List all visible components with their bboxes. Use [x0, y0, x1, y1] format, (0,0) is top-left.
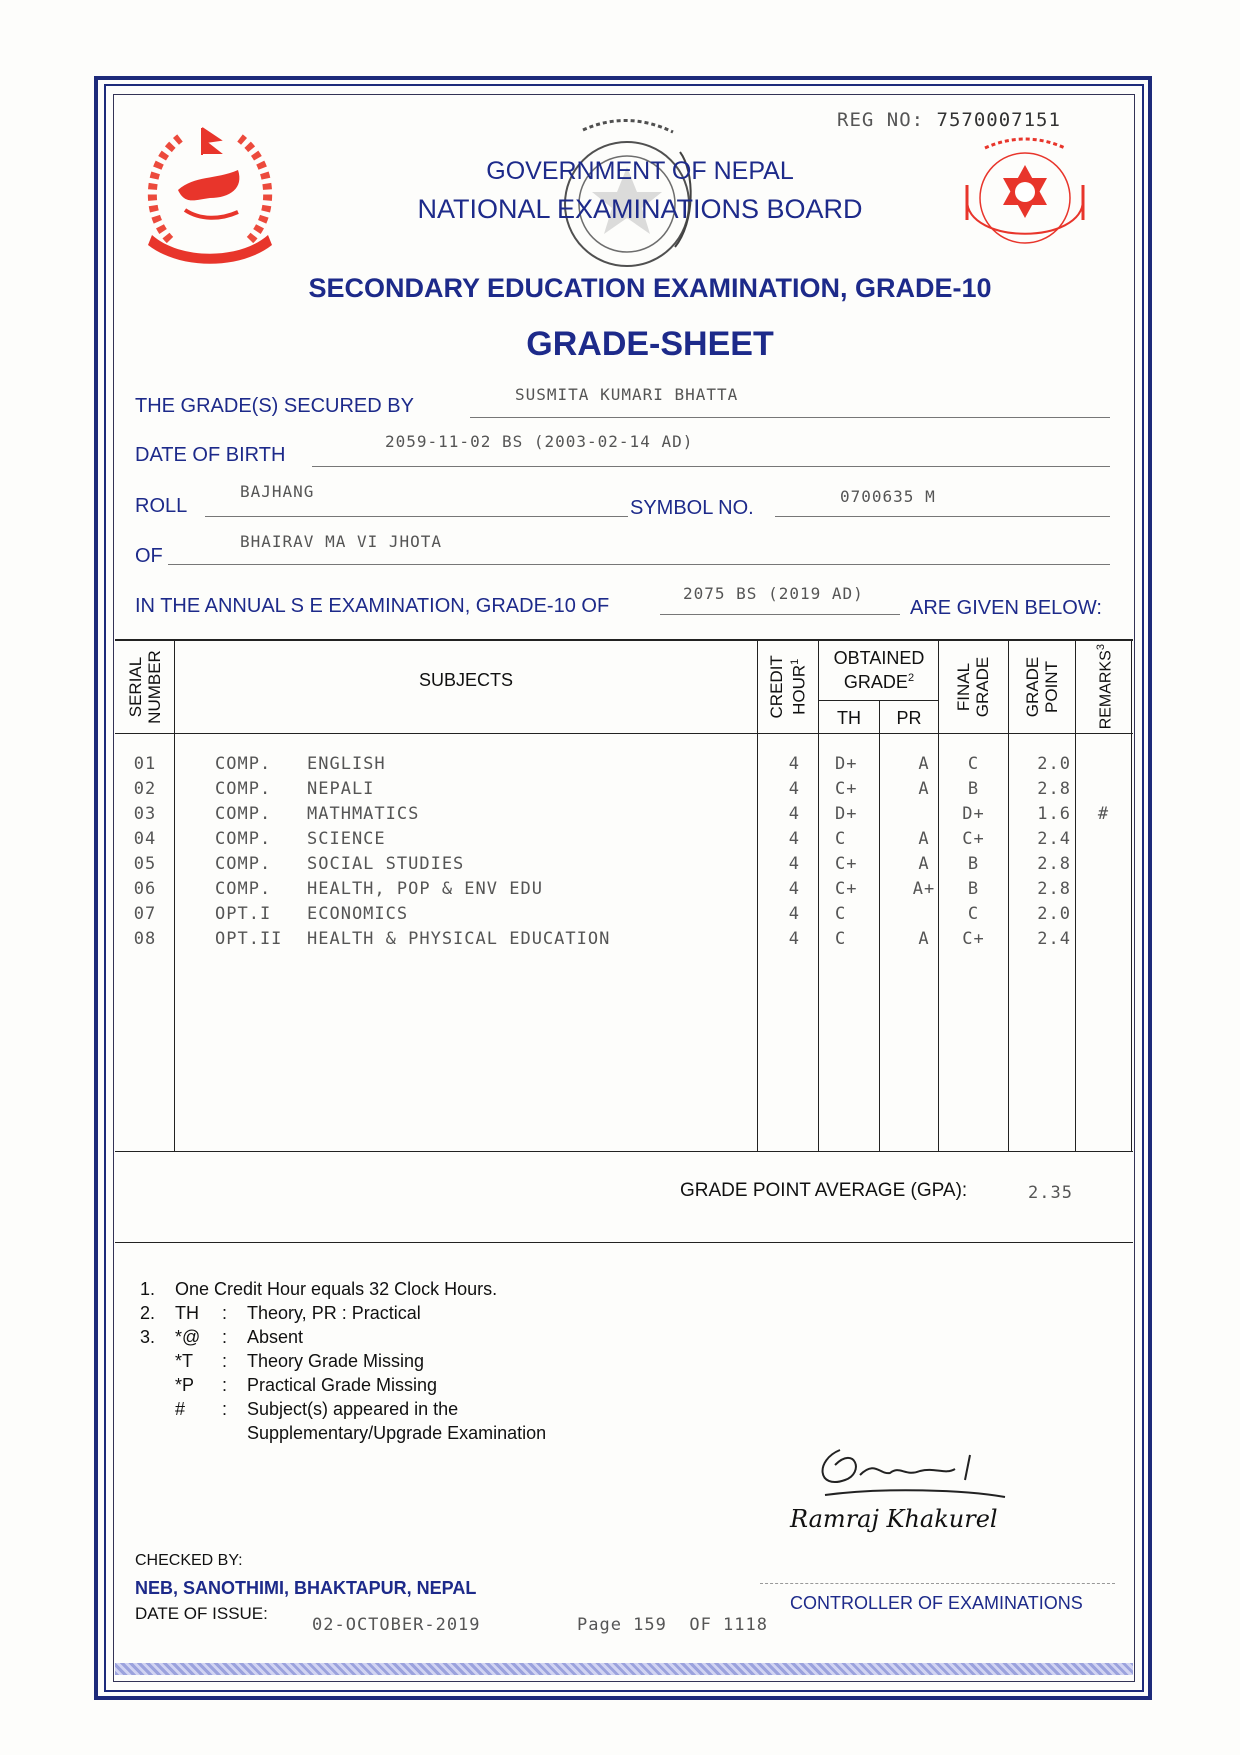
cell-th: C — [835, 829, 847, 849]
note-colon: : — [222, 1399, 228, 1419]
table-row — [115, 927, 1133, 952]
note-colon: : — [222, 1327, 228, 1347]
header-gp-line2: POINT — [1042, 660, 1061, 713]
symbol-value: 0700635 M — [840, 487, 936, 506]
note-colon: : — [222, 1375, 228, 1395]
cell-subject: HEALTH, POP & ENV EDU — [307, 879, 543, 899]
exam-year: 2075 BS (2019 AD) — [683, 584, 864, 603]
note-text: Theory Grade Missing — [247, 1351, 425, 1371]
student-name: SUSMITA KUMARI BHATTA — [515, 385, 739, 404]
dob-value: 2059-11-02 BS (2003-02-14 AD) — [385, 432, 694, 451]
table-row — [115, 777, 1133, 802]
cell-sn: 04 — [133, 829, 157, 849]
note-number: 3. — [140, 1327, 156, 1347]
reg-no — [837, 109, 1061, 131]
gpa-section-bottom — [115, 1242, 1133, 1243]
exam-title: SECONDARY EDUCATION EXAMINATION, GRADE-10 — [308, 273, 992, 303]
header-serial-line1: SERIAL — [126, 656, 146, 717]
cell-subject: HEALTH & PHYSICAL EDUCATION — [307, 929, 611, 949]
signature-line — [760, 1583, 1115, 1584]
note-text: One Credit Hour equals 32 Clock Hours. — [175, 1279, 498, 1299]
header-credit-hour — [758, 640, 818, 733]
cell-type: OPT.I — [215, 904, 272, 924]
cell-gp: 2.8 — [1037, 879, 1071, 899]
board-title: NATIONAL EXAMINATIONS BOARD — [417, 194, 863, 224]
secured-by-label: THE GRADE(S) SECURED BY — [135, 395, 414, 417]
grade-table-body — [115, 752, 1133, 952]
header-credit-line1: CREDIT — [767, 654, 787, 719]
sheet-title: GRADE-SHEET — [526, 325, 774, 363]
gpa-label: GRADE POINT AVERAGE (GPA): — [680, 1180, 968, 1201]
cell-subject: ENGLISH — [307, 754, 386, 774]
issue-date-value: 02-OCTOBER-2019 — [312, 1615, 481, 1635]
table-row — [115, 852, 1133, 877]
cell-gp: 2.4 — [1037, 929, 1071, 949]
cell-type: COMP. — [215, 854, 272, 874]
cell-final: C+ — [962, 929, 985, 949]
header-final-grade — [939, 640, 1008, 733]
cell-credit: 4 — [788, 804, 800, 824]
note-text: Supplementary/Upgrade Examination — [247, 1423, 547, 1443]
cell-final: C+ — [962, 829, 985, 849]
government-title: GOVERNMENT OF NEPAL — [486, 157, 794, 185]
cell-th: C — [835, 929, 847, 949]
note-key: *P — [175, 1375, 195, 1395]
header-obtained-line2: GRADE — [843, 672, 908, 692]
cell-pr: A+ — [912, 879, 936, 899]
cell-credit: 4 — [788, 879, 800, 899]
cell-pr: A — [918, 779, 930, 799]
cell-remarks: # — [1097, 804, 1110, 824]
cell-type: COMP. — [215, 804, 272, 824]
issue-date-label: DATE OF ISSUE: — [135, 1604, 268, 1623]
cell-subject: NEPALI — [307, 779, 375, 799]
cell-subject: SCIENCE — [307, 829, 386, 849]
cell-type: COMP. — [215, 779, 272, 799]
note-number: 1. — [140, 1279, 156, 1299]
controller-title: CONTROLLER OF EXAMINATIONS — [790, 1593, 1083, 1613]
cell-final: C — [967, 754, 980, 774]
nepal-emblem-icon — [140, 120, 280, 265]
cell-credit: 4 — [788, 854, 800, 874]
cell-credit: 4 — [788, 779, 800, 799]
note-number: 2. — [140, 1303, 156, 1323]
header-grade-point — [1009, 640, 1075, 733]
checked-by-label: CHECKED BY: — [135, 1552, 243, 1569]
obtained-grade-divider — [818, 700, 938, 701]
dob-label: DATE OF BIRTH — [135, 444, 286, 466]
table-row — [115, 752, 1133, 777]
reg-no-value: 7570007151 — [936, 109, 1061, 131]
header-final-line1: FINAL — [954, 662, 974, 711]
grade-table-header-divider — [115, 733, 1133, 734]
cell-sn: 01 — [133, 754, 157, 774]
cell-pr: A — [918, 854, 930, 874]
header-obtained-sup: 2 — [907, 672, 915, 684]
cell-final: B — [967, 879, 980, 899]
table-row — [115, 902, 1133, 927]
cell-final: D+ — [962, 804, 985, 824]
reg-no-label: REG NO: — [837, 109, 925, 131]
roll-value: BAJHANG — [240, 482, 315, 501]
checked-by-value: NEB, SANOTHIMI, BHAKTAPUR, NEPAL — [135, 1578, 477, 1598]
school-value: BHAIRAV MA VI JHOTA — [240, 532, 443, 551]
grade-table-bottom-border — [115, 1151, 1133, 1152]
cell-th: D+ — [835, 804, 858, 824]
header-subjects: SUBJECTS — [418, 670, 514, 690]
cell-sn: 06 — [133, 879, 157, 899]
cell-gp: 2.4 — [1037, 829, 1071, 849]
cell-gp: 2.8 — [1037, 779, 1071, 799]
cell-final: C — [967, 904, 980, 924]
cell-subject: ECONOMICS — [307, 904, 409, 924]
note-key: # — [175, 1399, 186, 1419]
header-remarks-sup: 3 — [1094, 643, 1107, 650]
symbol-label: SYMBOL NO. — [630, 497, 754, 519]
header-obtained-grade — [819, 648, 939, 692]
cell-type: COMP. — [215, 754, 272, 774]
header-credit-sup: 1 — [789, 658, 802, 665]
cell-th: C+ — [835, 854, 858, 874]
cell-th: C — [835, 904, 847, 924]
security-pattern-strip — [115, 1663, 1133, 1675]
cell-pr: A — [918, 829, 930, 849]
cell-gp: 2.0 — [1037, 754, 1071, 774]
header-th: TH — [837, 708, 861, 728]
of-label: OF — [135, 545, 163, 567]
cell-th: D+ — [835, 754, 858, 774]
cell-type: COMP. — [215, 879, 272, 899]
table-row — [115, 877, 1133, 902]
cell-pr: A — [918, 929, 930, 949]
cell-gp: 1.6 — [1037, 804, 1071, 824]
cell-pr: A — [918, 754, 930, 774]
cell-sn: 08 — [133, 929, 157, 949]
note-colon: : — [222, 1303, 228, 1323]
cell-sn: 02 — [133, 779, 157, 799]
roll-label: ROLL — [135, 495, 188, 517]
cell-gp: 2.0 — [1037, 904, 1071, 924]
cell-sn: 03 — [133, 804, 157, 824]
note-text: Absent — [247, 1327, 304, 1347]
cell-th: C+ — [835, 779, 858, 799]
header-credit-line2: HOUR — [789, 664, 809, 715]
header-obtained-line1: OBTAINED — [833, 648, 925, 668]
cell-subject: MATHMATICS — [307, 804, 420, 824]
note-key: TH — [175, 1303, 199, 1323]
exam-label-post: ARE GIVEN BELOW: — [910, 597, 1102, 619]
note-text: Theory, PR : Practical — [247, 1303, 421, 1323]
exam-label-pre: IN THE ANNUAL S E EXAMINATION, GRADE-10 OF — [135, 595, 610, 617]
cell-final: B — [967, 854, 980, 874]
header-serial-number — [115, 640, 175, 733]
header-remarks — [1076, 640, 1131, 733]
header-pr: PR — [896, 708, 922, 728]
signature-scrawl — [805, 1435, 1035, 1505]
header-final-line2: GRADE — [973, 656, 993, 717]
cell-credit: 4 — [788, 754, 800, 774]
cell-th: C+ — [835, 879, 858, 899]
note-colon: : — [222, 1351, 228, 1371]
cell-credit: 4 — [788, 904, 800, 924]
page-info: Page 159 OF 1118 — [577, 1615, 768, 1635]
cell-credit: 4 — [788, 829, 800, 849]
cell-sn: 05 — [133, 854, 157, 874]
signature-name: Ramraj Khakurel — [790, 1505, 998, 1533]
cell-sn: 07 — [133, 904, 157, 924]
header-remarks-text: REMARKS — [1097, 649, 1115, 730]
table-row — [115, 827, 1133, 852]
cell-type: COMP. — [215, 829, 272, 849]
cell-subject: SOCIAL STUDIES — [307, 854, 465, 874]
note-text: Subject(s) appeared in the — [247, 1399, 459, 1419]
note-key: *@ — [175, 1327, 201, 1347]
header-serial-line2: NUMBER — [145, 649, 165, 724]
table-row — [115, 802, 1133, 827]
cell-gp: 2.8 — [1037, 854, 1071, 874]
cell-final: B — [967, 779, 980, 799]
note-key: *T — [175, 1351, 193, 1371]
cell-credit: 4 — [788, 929, 800, 949]
gpa-value: 2.35 — [1028, 1183, 1073, 1203]
header-gp-line1: GRADE — [1023, 656, 1042, 717]
note-text: Practical Grade Missing — [247, 1375, 438, 1395]
cell-type: OPT.II — [215, 929, 283, 949]
